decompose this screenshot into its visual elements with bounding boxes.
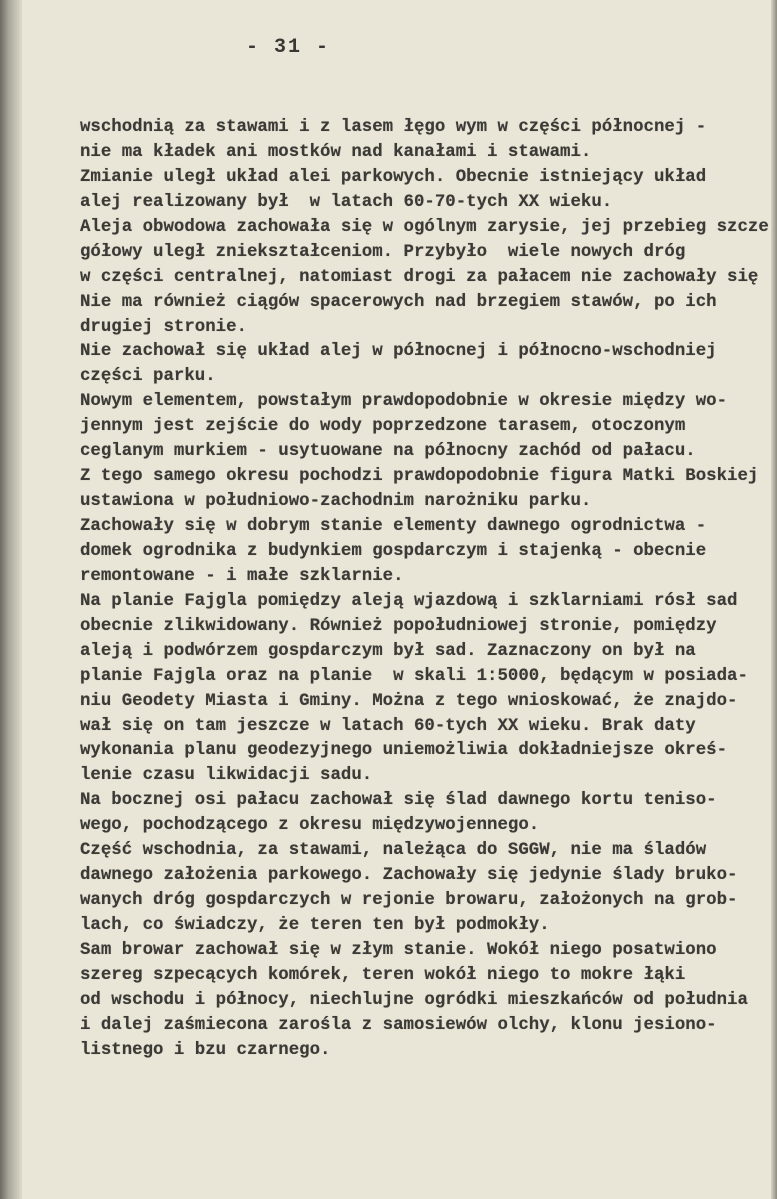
text-line: Zachowały się w dobrym stanie elementy dawnego ogrodnictwa -: [80, 517, 707, 536]
text-line: jennym jest zejście do wody poprzedzone tarasem, otoczonym: [80, 417, 686, 437]
text-line: alej realizowany był w latach 60-70-tych XX wieku.: [80, 192, 613, 212]
text-line: obecnie zlikwidowany. Również popołudniowej stronie, pomiędzy: [80, 616, 717, 636]
text-line: Zmianie uległ układ alei parkowych. Obecnie istniejący układ: [80, 167, 707, 187]
text-line: części parku.: [80, 367, 216, 387]
text-line: nie ma kładek ani mostków nad kanałami i stawami.: [80, 142, 592, 162]
text-line: od wschodu i północy, niechlujne ogródki mieszkańców od południa: [80, 990, 748, 1010]
text-line: listnego i bzu czarnego.: [80, 1040, 331, 1060]
text-line: aleją i podwórzem gospdarczym był sad. Zaznaczony on był na: [80, 641, 696, 661]
text-line: Aleja obwodowa zachowała się w ogólnym zarysie, jej przebieg szcze: [80, 217, 769, 237]
text-line: niu Geodety Miasta i Gminy. Można z tego wnioskować, że znajdo-: [80, 691, 738, 711]
text-line: szereg szpecących komórek, teren wokół niego to mokre łąki: [80, 965, 686, 985]
text-line: Nie ma również ciągów spacerowych nad brzegiem stawów, po ich: [80, 292, 717, 312]
text-line: remontowane - i małe szklarnie.: [80, 566, 404, 586]
text-line: ustawiona w południowo-zachodnim narożniku parku.: [80, 492, 592, 512]
text-line: dawnego założenia parkowego. Zachowały się jedynie ślady bruko-: [80, 866, 738, 886]
text-line: lach, co świadczy, że teren ten był podmokły.: [80, 916, 550, 935]
text-line: wego, pochodzącego z okresu międzywojennego.: [80, 816, 540, 836]
text-line: domek ogrodnika z budynkiem gospdarczym i stajenką - obecnie: [80, 541, 707, 561]
text-line: Sam browar zachował się w złym stanie. Wokół niego posatwiono: [80, 940, 717, 960]
text-line: planie Fajgla oraz na planie w skali 1:5000, będącym w posiada-: [80, 666, 748, 686]
text-line: wykonania planu geodezyjnego uniemożliwia dokładniejsze okreś-: [80, 741, 728, 761]
text-line: wał się on tam jeszcze w latach 60-tych XX wieku. Brak daty: [80, 716, 696, 736]
text-line: lenie czasu likwidacji sadu.: [80, 766, 373, 786]
text-line: drugiej stronie.: [80, 317, 247, 337]
text-line: Na bocznej osi pałacu zachował się ślad dawnego kortu teniso-: [80, 791, 717, 811]
text-line: wschodnią za stawami i z lasem łęgo wym w części północnej -: [80, 118, 707, 137]
text-line: Na planie Fajgla pomiędzy aleją wjazdową i szklarniami rósł sad: [80, 591, 738, 611]
text-line: Część wschodnia, za stawami, należąca do SGGW, nie ma śladów: [80, 841, 707, 861]
text-line: gółowy uległ zniekształceniom. Przybyło wiele nowych dróg: [80, 242, 686, 262]
text-line: wanych dróg gospdarczych w rejonie browaru, założonych na grob-: [80, 891, 738, 911]
text-line: Nowym elementem, powstałym prawdopodobnie w okresie między wo-: [80, 392, 728, 412]
text-line: Nie zachował się układ alej w północnej i północno-wschodniej: [80, 342, 717, 362]
text-line: Z tego samego okresu pochodzi prawdopodobnie figura Matki Boskiej: [80, 467, 759, 487]
text-line: ceglanym murkiem - usytuowane na północny zachód od pałacu.: [80, 442, 696, 462]
text-line: i dalej zaśmiecona zarośla z samosiewów olchy, klonu jesiono-: [80, 1015, 717, 1035]
body-text: [80, 116, 777, 1064]
page-left-edge: [0, 0, 22, 1199]
text-line: w części centralnej, natomiast drogi za pałacem nie zachowały się: [80, 267, 759, 287]
page-number: - 31 -: [246, 36, 331, 59]
